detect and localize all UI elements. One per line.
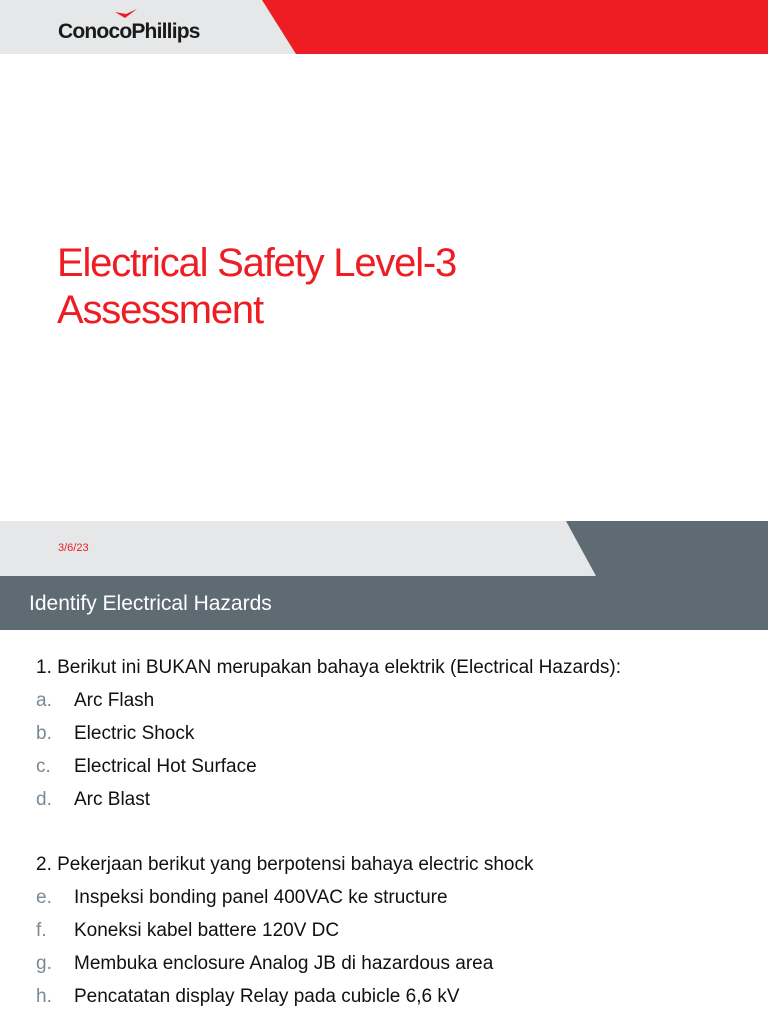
option-letter: a.: [36, 690, 52, 711]
option-letter: d.: [36, 789, 52, 810]
option-letter: e.: [36, 887, 52, 908]
title-line-2: Assessment: [57, 288, 263, 332]
option-text: Electrical Hot Surface: [74, 756, 257, 777]
question-1: 1. Berikut ini BUKAN merupakan bahaya elektrik (Electrical Hazards):: [36, 657, 622, 678]
option-letter: c.: [36, 756, 51, 777]
slide-title: [57, 240, 717, 334]
company-logo: ConocoPhillips: [58, 20, 200, 43]
option-d: [36, 783, 756, 816]
question-slide: [0, 576, 768, 1024]
option-f: [36, 914, 756, 947]
option-h: [36, 980, 756, 1013]
question-2: 2. Pekerjaan berikut yang berpotensi bahaya electric shock: [36, 854, 534, 875]
question-spacer: [36, 816, 756, 849]
bottom-footer-band: [0, 521, 768, 576]
option-letter: g.: [36, 953, 52, 974]
option-text: Arc Flash: [74, 690, 155, 711]
option-text: Koneksi kabel battere 120V DC: [74, 920, 340, 941]
option-text: Inspeksi bonding panel 400VAC ke structure: [74, 887, 448, 908]
option-letter: h.: [36, 986, 52, 1007]
slide-date: 3/6/23: [58, 542, 89, 554]
option-a: [36, 684, 756, 717]
option-g: [36, 947, 756, 980]
option-e: [36, 881, 756, 914]
option-text: Membuka enclosure Analog JB di hazardous area: [74, 953, 494, 974]
option-text: Pencatatan display Relay pada cubicle 6,6 kV: [74, 986, 460, 1007]
slide-header-bar: [0, 576, 768, 630]
option-text: Arc Blast: [74, 789, 151, 810]
option-c: [36, 750, 756, 783]
slide-header-title: Identify Electrical Hazards: [29, 592, 272, 615]
option-letter: b.: [36, 723, 52, 744]
footer-dark-panel: [566, 521, 768, 576]
footer-band-shapes: [0, 521, 768, 576]
question-list: [36, 652, 756, 1013]
option-text: Electric Shock: [74, 723, 195, 744]
option-letter: f.: [36, 920, 47, 941]
title-line-1: Electrical Safety Level-3: [57, 241, 457, 285]
header-red-panel: [262, 0, 768, 54]
option-b: [36, 717, 756, 750]
